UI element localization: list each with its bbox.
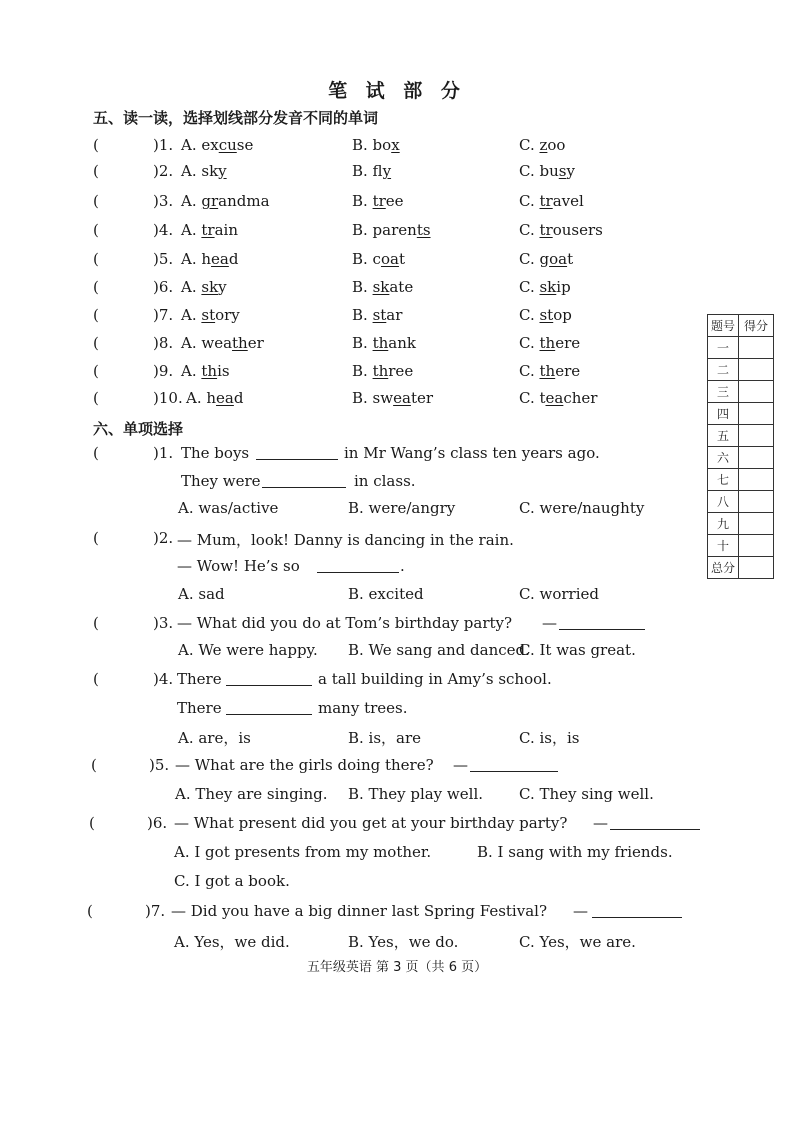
underlined-letters: ea: [211, 250, 229, 268]
word-part: C. bu: [519, 162, 559, 180]
q1-option-a: A. was/active: [178, 499, 279, 517]
q6-option-a: A. I got presents from my mother.: [174, 843, 432, 861]
word-part: C.: [519, 362, 540, 380]
q1-line2-a: They were: [181, 472, 261, 490]
score-table: [707, 314, 774, 579]
option-a: [186, 389, 243, 407]
q2-line2-a: — Wow! He’s so: [177, 557, 300, 575]
word-part: C.: [519, 136, 540, 154]
option-a: [181, 250, 238, 268]
word-part: ain: [214, 221, 238, 239]
q3-option-b: B. We sang and danced.: [348, 641, 530, 659]
option-c: [519, 250, 573, 268]
word-part: C.: [519, 278, 540, 296]
item-number: )1.: [153, 136, 174, 154]
q2-number: )2.: [153, 529, 174, 547]
score-cell[interactable]: [739, 381, 774, 403]
score-row-label: 八: [708, 491, 739, 513]
answer-paren[interactable]: (: [91, 756, 97, 774]
score-row-label: 总分: [708, 557, 739, 579]
q2-blank[interactable]: [317, 558, 399, 573]
word-part: ank: [388, 334, 416, 352]
underlined-letters: sk: [372, 278, 390, 296]
word-part: ory: [215, 306, 240, 324]
q3-option-c: C. It was great.: [519, 641, 636, 659]
score-cell[interactable]: [739, 337, 774, 359]
item-number: )9.: [153, 362, 174, 380]
option-b: [352, 278, 413, 296]
section5-heading: 五、读一读，选择划线部分发音不同的单词: [93, 109, 379, 127]
q5-option-c: C. They sing well.: [519, 785, 654, 803]
option-c: [519, 136, 565, 154]
option-b: [352, 306, 402, 324]
q1-line1-b: in Mr Wang’s class ten years ago.: [344, 444, 600, 462]
answer-paren[interactable]: (: [93, 221, 99, 239]
underlined-letters: st: [539, 306, 554, 324]
underlined-letters: oa: [380, 250, 399, 268]
q1-line1-a: The boys: [181, 444, 250, 462]
option-a: [181, 221, 238, 239]
answer-paren[interactable]: (: [93, 529, 99, 547]
word-part: cher: [563, 389, 598, 407]
q6-number: )6.: [147, 814, 168, 832]
word-part: op: [553, 306, 572, 324]
word-part: C.: [519, 192, 540, 210]
word-part: B. bo: [352, 136, 392, 154]
score-cell[interactable]: [739, 491, 774, 513]
word-part: is: [217, 362, 230, 380]
word-part: C. t: [519, 389, 546, 407]
item-number: )7.: [153, 306, 174, 324]
option-a: [181, 162, 227, 180]
underlined-letters: th: [372, 334, 389, 352]
underlined-letters: tr: [372, 192, 386, 210]
word-part: A.: [181, 136, 202, 154]
q7-option-a: A. Yes，we did.: [174, 933, 290, 951]
underlined-letters: ea: [545, 389, 564, 407]
score-cell[interactable]: [739, 403, 774, 425]
word-part: C.: [519, 334, 540, 352]
word-part: avel: [552, 192, 584, 210]
word-part: er: [247, 334, 264, 352]
underlined-letters: st: [201, 306, 216, 324]
q3-answer-blank[interactable]: [559, 615, 645, 630]
word-part: C.: [519, 306, 540, 324]
q2-option-c: C. worried: [519, 585, 599, 603]
underlined-letters: x: [391, 136, 400, 154]
score-row-label: 二: [708, 359, 739, 381]
option-c: [519, 389, 597, 407]
word-part: A. h: [181, 250, 212, 268]
underlined-letters: th: [201, 362, 218, 380]
answer-paren[interactable]: (: [93, 362, 99, 380]
q3-number: )3.: [153, 614, 174, 632]
word-part: C. g: [519, 250, 550, 268]
score-row-label: 三: [708, 381, 739, 403]
word-part: ate: [389, 278, 414, 296]
q1-option-c: C. were/naughty: [519, 499, 645, 517]
item-number: )2.: [153, 162, 174, 180]
q2-line1: — Mum，look! Danny is dancing in the rain.: [177, 531, 514, 549]
word-part: ar: [386, 306, 403, 324]
q3-option-a: A. We were happy.: [178, 641, 318, 659]
item-number: )3.: [153, 192, 174, 210]
underlined-letters: ea: [216, 389, 234, 407]
q7-line1: — Did you have a big dinner last Spring Festival?: [171, 902, 547, 920]
option-a: [181, 306, 240, 324]
item-number: )8.: [153, 334, 174, 352]
score-cell[interactable]: [739, 359, 774, 381]
underlined-letters: th: [539, 334, 556, 352]
option-c: [519, 162, 575, 180]
q6-line1: — What present did you get at your birthday party?: [174, 814, 568, 832]
q4-option-a: A. are，is: [178, 729, 251, 747]
word-part: d: [228, 250, 239, 268]
word-part: ter: [410, 389, 434, 407]
word-part: y: [566, 162, 575, 180]
score-header-item: 题号: [708, 315, 739, 337]
option-c: [519, 192, 584, 210]
q1-line2-b: in class.: [354, 472, 416, 490]
underlined-letters: tr: [201, 221, 215, 239]
q1-blank-2[interactable]: [262, 473, 346, 488]
word-part: B. fl: [352, 162, 383, 180]
word-part: ip: [556, 278, 571, 296]
word-part: ousers: [552, 221, 603, 239]
answer-paren[interactable]: (: [93, 162, 99, 180]
q3-line1: — What did you do at Tom’s birthday party?: [177, 614, 513, 632]
score-cell[interactable]: [739, 469, 774, 491]
score-row-label: 六: [708, 447, 739, 469]
item-number: )4.: [153, 221, 174, 239]
q4-option-b: B. is，are: [348, 729, 422, 747]
q5-answer-blank[interactable]: [470, 757, 558, 772]
option-c: [519, 221, 603, 239]
q4-line1-a: There: [177, 670, 222, 688]
q2-option-b: B. excited: [348, 585, 424, 603]
option-b: [352, 221, 431, 239]
option-c: [519, 306, 572, 324]
item-number: )6.: [153, 278, 174, 296]
score-row-label: 一: [708, 337, 739, 359]
option-c: [519, 278, 571, 296]
q1-number: )1.: [153, 444, 174, 462]
word-part: B.: [352, 334, 373, 352]
underlined-letters: ts: [416, 221, 431, 239]
word-part: A.: [181, 192, 202, 210]
option-a: [181, 278, 227, 296]
q6-option-b: B. I sang with my friends.: [477, 843, 673, 861]
answer-paren[interactable]: (: [87, 902, 93, 920]
underlined-letters: z: [539, 136, 548, 154]
word-part: A. h: [186, 389, 217, 407]
q7-number: )7.: [145, 902, 166, 920]
q4-option-c: C. is，is: [519, 729, 580, 747]
score-row-label: 五: [708, 425, 739, 447]
word-part: A.: [181, 306, 202, 324]
word-part: ree: [388, 362, 414, 380]
word-part: A. wea: [181, 334, 233, 352]
answer-paren[interactable]: (: [93, 306, 99, 324]
word-part: B.: [352, 306, 373, 324]
word-part: ere: [555, 334, 581, 352]
answer-paren[interactable]: (: [93, 614, 99, 632]
q4-blank-2[interactable]: [226, 700, 312, 715]
q2-line2-b: .: [400, 557, 405, 575]
q5-option-a: A. They are singing.: [175, 785, 328, 803]
answer-paren[interactable]: (: [93, 334, 99, 352]
answer-paren[interactable]: (: [89, 814, 95, 832]
q7-option-b: B. Yes，we do.: [348, 933, 459, 951]
underlined-letters: tr: [539, 221, 553, 239]
word-part: B.: [352, 278, 373, 296]
option-b: [352, 192, 404, 210]
q5-line1: — What are the girls doing there?: [175, 756, 434, 774]
underlined-letters: sk: [539, 278, 557, 296]
word-part: ere: [555, 362, 581, 380]
score-header-points: 得分: [739, 315, 774, 337]
word-part: t: [398, 250, 405, 268]
word-part: B.: [352, 192, 373, 210]
q4-line2-b: many trees.: [318, 699, 408, 717]
score-row-label: 十: [708, 535, 739, 557]
q6-answer-blank[interactable]: [610, 815, 700, 830]
word-part: oo: [547, 136, 566, 154]
underlined-letters: gr: [201, 192, 219, 210]
word-part: B. c: [352, 250, 381, 268]
word-part: se: [236, 136, 254, 154]
word-part: A.: [181, 221, 202, 239]
option-c: [519, 362, 580, 380]
answer-paren[interactable]: (: [93, 192, 99, 210]
underlined-letters: ea: [393, 389, 411, 407]
word-part: ex: [201, 136, 219, 154]
score-row-label: 九: [708, 513, 739, 535]
answer-paren[interactable]: (: [93, 278, 99, 296]
underlined-letters: tr: [539, 192, 553, 210]
answer-paren[interactable]: (: [93, 136, 99, 154]
item-number: )10.: [153, 389, 183, 407]
score-row-label: 四: [708, 403, 739, 425]
underlined-letters: th: [372, 362, 389, 380]
answer-paren[interactable]: (: [93, 250, 99, 268]
word-part: A. sk: [181, 162, 219, 180]
underlined-letters: cu: [218, 136, 237, 154]
option-b: [352, 136, 400, 154]
word-part: ee: [385, 192, 404, 210]
page-footer: 五年级英语 第 3 页（共 6 页）: [306, 960, 488, 975]
q5-number: )5.: [149, 756, 170, 774]
q4-blank-1[interactable]: [226, 671, 312, 686]
option-b: [352, 162, 391, 180]
word-part: d: [233, 389, 244, 407]
underlined-letters: y: [382, 162, 392, 180]
q7-option-c: C. Yes，we are.: [519, 933, 636, 951]
word-part: B. sw: [352, 389, 394, 407]
score-row-label: 七: [708, 469, 739, 491]
q4-number: )4.: [153, 670, 174, 688]
q3-dash: —: [542, 614, 557, 632]
q2-option-a: A. sad: [178, 585, 225, 603]
word-part: A.: [181, 362, 202, 380]
score-cell[interactable]: [739, 513, 774, 535]
q6-dash: —: [593, 814, 608, 832]
section6-heading: 六、单项选择: [93, 420, 184, 438]
answer-paren[interactable]: (: [93, 444, 99, 462]
q6-option-c: C. I got a book.: [174, 872, 290, 890]
q4-line1-b: a tall building in Amy’s school.: [318, 670, 552, 688]
option-a: [181, 136, 253, 154]
q5-option-b: B. They play well.: [348, 785, 484, 803]
underlined-letters: s: [558, 162, 567, 180]
q7-dash: —: [573, 902, 588, 920]
word-part: y: [218, 278, 227, 296]
option-b: [352, 334, 416, 352]
page-title: 笔 试 部 分: [328, 80, 466, 102]
score-cell[interactable]: [739, 447, 774, 469]
score-cell[interactable]: [739, 557, 774, 579]
option-b: [352, 362, 413, 380]
underlined-letters: sk: [201, 278, 219, 296]
option-b: [352, 389, 433, 407]
underlined-letters: oa: [549, 250, 568, 268]
option-c: [519, 334, 580, 352]
word-part: B.: [352, 362, 373, 380]
option-a: [181, 192, 270, 210]
underlined-letters: st: [372, 306, 387, 324]
option-a: [181, 334, 264, 352]
underlined-letters: th: [539, 362, 556, 380]
score-cell[interactable]: [739, 425, 774, 447]
q5-dash: —: [453, 756, 468, 774]
q1-option-b: B. were/angry: [348, 499, 456, 517]
option-b: [352, 250, 405, 268]
score-cell[interactable]: [739, 535, 774, 557]
q1-blank-1[interactable]: [256, 445, 338, 460]
option-a: [181, 362, 230, 380]
word-part: A.: [181, 278, 202, 296]
underlined-letters: y: [218, 162, 227, 180]
answer-paren[interactable]: (: [93, 670, 99, 688]
word-part: andma: [218, 192, 270, 210]
q7-answer-blank[interactable]: [592, 903, 682, 918]
item-number: )5.: [153, 250, 174, 268]
q4-line2-a: There: [177, 699, 222, 717]
word-part: C.: [519, 221, 540, 239]
answer-paren[interactable]: (: [93, 389, 99, 407]
word-part: B. paren: [352, 221, 417, 239]
word-part: t: [567, 250, 574, 268]
underlined-letters: th: [232, 334, 248, 352]
